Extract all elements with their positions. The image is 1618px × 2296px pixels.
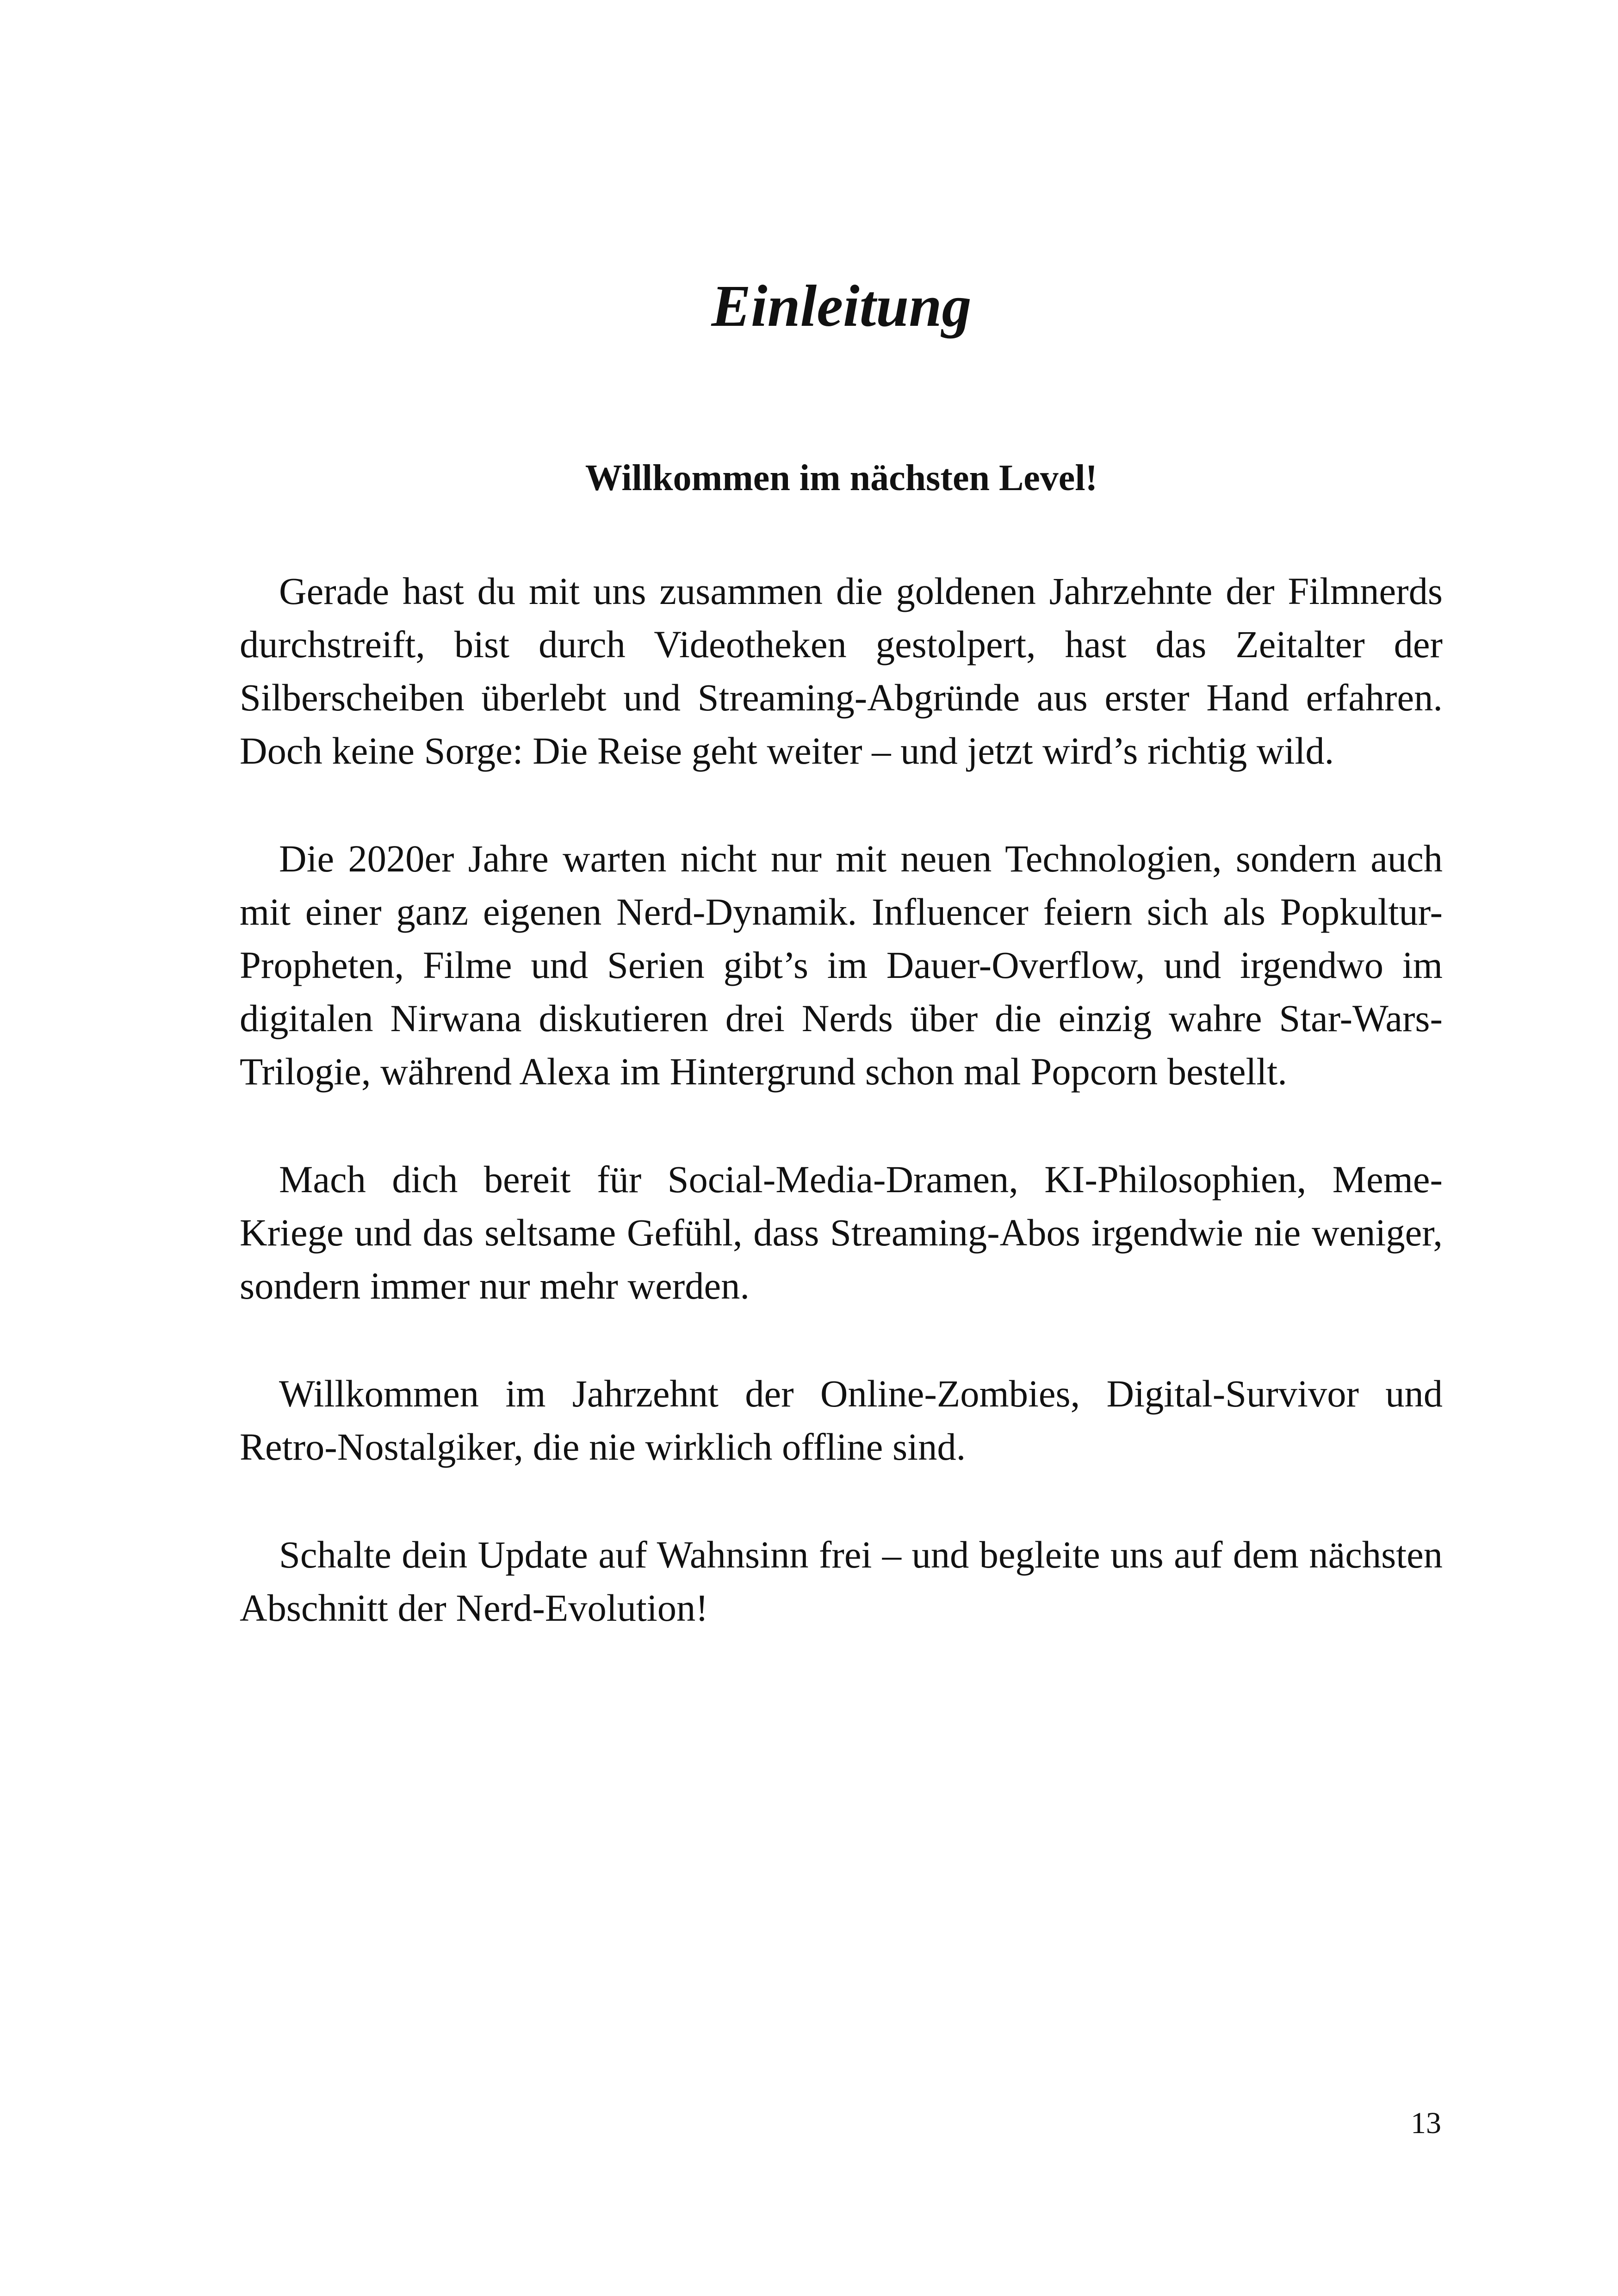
paragraph-welcome-decade: Willkommen im Jahrzehnt der Online-Zombies, Digital-Survivor und Retro-Nostalgiker, die nie wirklich offline sind.: [240, 1372, 1443, 1468]
paragraph-unlock-update: Schalte dein Update auf Wahnsinn frei – und begleite uns auf dem nächsten Abschnitt der Nerd-Evolution!: [240, 1533, 1443, 1629]
paragraph-2020s: Die 2020er Jahre warten nicht nur mit neuen Technologien, sondern auch mit einer ganz eigenen Nerd-Dynamik. Influencer feiern sich als Popkultur-Propheten, Filme und Serien gibt’s im Dauer-Overflow, und irgendwo im digitalen Nirwana diskutieren drei Nerds über die einzig wahre Star-Wars-Trilogie, während Alexa im Hintergrund schon mal Popcorn bestellt.: [240, 837, 1443, 1093]
body-text: [240, 565, 1443, 1689]
page-number: 13: [1411, 2106, 1441, 2140]
paragraph-get-ready: Mach dich bereit für Social-Media-Dramen, KI-Philosophien, Meme-Kriege und das seltsame Gefühl, dass Streaming-Abos irgendwie nie weniger, sondern immer nur mehr werden.: [240, 1158, 1443, 1307]
section-heading: Willkommen im nächsten Level!: [585, 458, 1098, 498]
chapter-title: Einleitung: [711, 273, 972, 339]
paragraph-intro: Gerade hast du mit uns zusammen die goldenen Jahrzehnte der Filmnerds durchstreift, bist durch Videotheken gestolpert, hast das Zeitalter der Silberscheiben überlebt und Streaming-Abgründe aus erster Hand erfahren. Doch keine Sorge: Die Reise geht weiter – und jetzt wird’s richtig wild.: [240, 570, 1443, 772]
